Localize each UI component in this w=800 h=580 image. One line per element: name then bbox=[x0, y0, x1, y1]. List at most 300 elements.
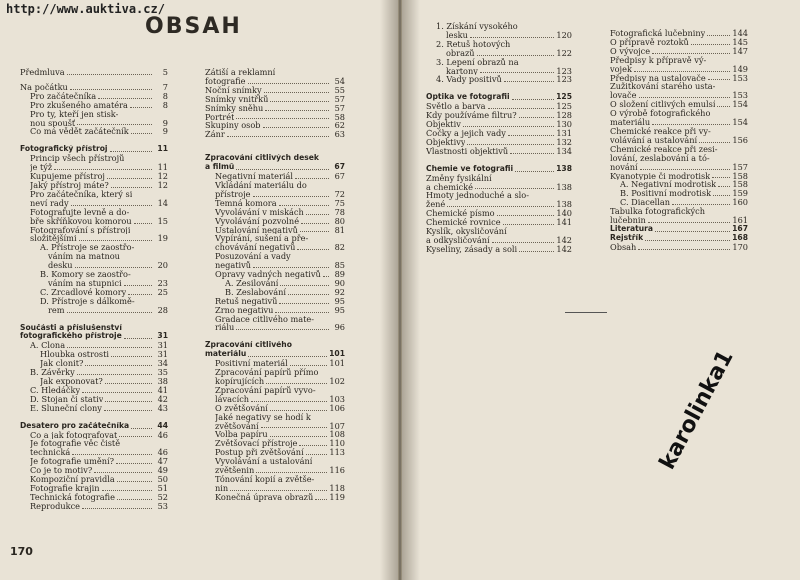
toc-entry bbox=[426, 236, 572, 245]
dot-leader bbox=[111, 187, 152, 188]
toc-entry-title: Chemické reakce při zesi- bbox=[610, 144, 718, 154]
toc-entry bbox=[20, 466, 168, 475]
toc-entry-page: 63 bbox=[334, 129, 345, 140]
toc-entry-title: Tabulka fotografických bbox=[610, 207, 705, 217]
toc-entry-title: Zrno negativu bbox=[215, 305, 274, 315]
toc-entry-title: Pro začátečníka bbox=[30, 91, 97, 101]
dot-leader bbox=[265, 110, 329, 111]
toc-entry-title: Žánr bbox=[205, 130, 225, 140]
dot-leader bbox=[306, 214, 329, 215]
toc-entry-title: a filmů bbox=[205, 163, 235, 172]
dot-leader bbox=[315, 499, 327, 500]
toc-entry-title: Pro ty, kteří jen stisk- bbox=[30, 109, 119, 119]
toc-entry-title: Tónování kopií a zvětše- bbox=[215, 474, 315, 484]
toc-entry-title: Chemie ve fotografii bbox=[426, 164, 514, 173]
spacer bbox=[426, 84, 572, 93]
toc-entry bbox=[20, 341, 168, 350]
toc-entry bbox=[205, 199, 345, 208]
toc-entry-title: Kyanotypie či modrotisk bbox=[610, 171, 711, 181]
toc-entry-page: 12 bbox=[157, 171, 168, 182]
toc-entry bbox=[205, 493, 345, 502]
toc-entry-title: Kyseliny, zásady a soli bbox=[426, 244, 518, 254]
dot-leader bbox=[672, 204, 730, 205]
toc-entry bbox=[426, 111, 572, 120]
toc-entry-page: 67 bbox=[334, 171, 345, 182]
toc-entry-page: 50 bbox=[157, 474, 168, 485]
toc-entry-page: 35 bbox=[157, 367, 168, 378]
dot-leader bbox=[652, 124, 730, 125]
toc-entry bbox=[205, 234, 345, 243]
toc-entry-title: Zpracování citlivých desek bbox=[205, 154, 319, 163]
toc-entry bbox=[205, 208, 345, 217]
divider-rule bbox=[565, 312, 607, 313]
toc-entry-page: 43 bbox=[157, 402, 168, 413]
dot-leader bbox=[280, 285, 329, 286]
toc-entry-page: 153 bbox=[732, 90, 748, 101]
toc-entry bbox=[205, 77, 345, 86]
toc-entry bbox=[426, 147, 572, 156]
toc-entry-title: Fotografická lučebniny bbox=[610, 29, 706, 38]
dot-leader bbox=[105, 383, 152, 384]
toc-entry bbox=[205, 163, 345, 172]
toc-entry bbox=[205, 341, 345, 350]
toc-entry-page: 138 bbox=[556, 199, 572, 210]
toc-entry bbox=[426, 129, 572, 138]
toc-entry-page: 55 bbox=[334, 84, 345, 95]
toc-entry-page: 122 bbox=[556, 47, 572, 58]
toc-entry bbox=[20, 226, 168, 235]
toc-entry bbox=[20, 324, 168, 333]
toc-entry bbox=[205, 288, 345, 297]
dot-leader bbox=[128, 294, 152, 295]
toc-entry bbox=[20, 395, 168, 404]
dot-leader bbox=[94, 472, 152, 473]
toc-column-1 bbox=[20, 68, 168, 511]
toc-entry-title: Rejstřík bbox=[610, 233, 644, 242]
toc-entry-title: Kupujeme přístroj bbox=[30, 172, 105, 181]
toc-entry bbox=[426, 218, 572, 227]
toc-entry bbox=[610, 198, 748, 207]
dot-leader bbox=[72, 454, 152, 455]
toc-entry bbox=[205, 359, 345, 368]
toc-entry-page: 81 bbox=[334, 224, 345, 235]
toc-entry bbox=[20, 359, 168, 368]
toc-entry-page: 158 bbox=[732, 170, 748, 181]
dot-leader bbox=[253, 196, 330, 197]
toc-entry-page: 19 bbox=[157, 233, 168, 244]
toc-entry-page: 161 bbox=[732, 215, 748, 226]
toc-entry-page: 125 bbox=[556, 101, 572, 112]
toc-entry-title: Vyvolávání a ustalování bbox=[215, 457, 313, 467]
toc-entry-title: Snímky vnitřků bbox=[205, 94, 269, 104]
toc-entry bbox=[20, 217, 168, 226]
dot-leader bbox=[699, 142, 730, 143]
toc-entry bbox=[205, 190, 345, 199]
toc-entry bbox=[20, 448, 168, 457]
toc-entry-title: Skupiny osob bbox=[205, 121, 261, 131]
dot-leader bbox=[131, 133, 152, 134]
toc-entry bbox=[610, 207, 748, 216]
dot-leader bbox=[70, 89, 152, 90]
toc-entry-title: Předmluva bbox=[20, 68, 65, 77]
dot-leader bbox=[512, 99, 555, 100]
toc-entry bbox=[20, 422, 168, 431]
toc-entry-title: Desatero pro začátečníka bbox=[20, 421, 130, 430]
toc-entry-title: Jaký přístroj máte? bbox=[30, 180, 109, 190]
dot-leader bbox=[475, 188, 554, 189]
toc-entry-page: 31 bbox=[157, 349, 168, 360]
toc-entry bbox=[426, 200, 572, 209]
toc-entry-title: Chemické písmo bbox=[426, 209, 495, 219]
toc-entry-title: lučebnin bbox=[610, 216, 646, 225]
dot-leader bbox=[477, 55, 555, 56]
toc-entry-title: 3. Lepení obrazů na bbox=[436, 57, 519, 67]
toc-entry bbox=[610, 180, 748, 189]
dot-leader bbox=[279, 205, 329, 206]
toc-entry-title: váním na matnou bbox=[48, 252, 120, 262]
toc-entry-page: 5 bbox=[162, 67, 168, 77]
toc-entry-page: 34 bbox=[157, 358, 168, 369]
toc-entry-page: 31 bbox=[157, 331, 168, 341]
toc-entry-title: a odkysličování bbox=[426, 235, 490, 245]
toc-entry-title: Chemické rovnice bbox=[426, 218, 501, 228]
toc-entry bbox=[205, 243, 345, 252]
toc-entry bbox=[20, 208, 168, 217]
dot-leader bbox=[467, 144, 554, 145]
toc-entry-title: vojek bbox=[610, 64, 632, 74]
toc-entry-page: 101 bbox=[329, 358, 345, 369]
toc-entry bbox=[610, 145, 748, 154]
toc-entry-title: materiálu bbox=[205, 350, 247, 359]
toc-entry-page: 160 bbox=[732, 197, 748, 208]
toc-entry bbox=[426, 209, 572, 218]
toc-entry bbox=[610, 100, 748, 109]
toc-entry-page: 58 bbox=[334, 111, 345, 122]
toc-entry-page: 89 bbox=[334, 269, 345, 280]
dot-leader bbox=[263, 127, 329, 128]
toc-entry bbox=[205, 475, 345, 484]
dot-leader bbox=[270, 101, 329, 102]
toc-entry bbox=[426, 58, 572, 67]
dot-leader bbox=[712, 177, 730, 178]
toc-entry-page: 25 bbox=[157, 286, 168, 297]
dot-leader bbox=[131, 428, 152, 429]
toc-entry-title: A. Clona bbox=[30, 341, 66, 351]
dot-leader bbox=[691, 44, 731, 45]
toc-entry-page: 107 bbox=[329, 420, 345, 431]
toc-entry bbox=[610, 91, 748, 100]
dot-leader bbox=[497, 215, 555, 216]
toc-entry-page: 11 bbox=[157, 144, 168, 154]
dot-leader bbox=[236, 169, 329, 170]
toc-entry-title: obrazů bbox=[446, 48, 475, 58]
toc-entry-page: 108 bbox=[329, 429, 345, 440]
toc-entry-page: 95 bbox=[334, 295, 345, 306]
toc-entry bbox=[20, 199, 168, 208]
toc-entry-title: Světlo a barva bbox=[426, 102, 486, 112]
dot-leader bbox=[77, 124, 152, 125]
source-url: http://www.auktiva.cz/ bbox=[6, 2, 165, 16]
dot-leader bbox=[488, 108, 555, 109]
dot-leader bbox=[117, 481, 152, 482]
toc-entry-title: zvětšenin bbox=[215, 466, 255, 475]
toc-entry bbox=[205, 466, 345, 475]
toc-entry-title: A. Zesilování bbox=[225, 278, 279, 288]
dot-leader bbox=[256, 472, 327, 473]
toc-entry-title: Positivní materiál bbox=[215, 359, 288, 369]
spacer bbox=[426, 156, 572, 165]
toc-entry bbox=[205, 226, 345, 235]
toc-entry bbox=[205, 413, 345, 422]
toc-entry-page: 95 bbox=[334, 304, 345, 315]
toc-entry-title: Noční snímky bbox=[205, 85, 262, 95]
spacer bbox=[20, 413, 168, 422]
spacer bbox=[205, 139, 345, 148]
toc-entry-title: Zužitkování starého usta- bbox=[610, 82, 716, 92]
dot-leader bbox=[503, 224, 555, 225]
dot-leader bbox=[299, 445, 327, 446]
toc-entry-title: Čočky a jejich vady bbox=[426, 128, 506, 138]
dot-leader bbox=[230, 490, 327, 491]
toc-entry bbox=[205, 217, 345, 226]
toc-entry-title: Vyvolávání v miskách bbox=[215, 207, 304, 217]
toc-entry bbox=[20, 288, 168, 297]
toc-entry-title: Je fotografie věc čistě bbox=[30, 439, 121, 449]
dot-leader bbox=[708, 79, 731, 80]
spacer bbox=[205, 332, 345, 341]
toc-entry-title: Hmoty jednoduché a slo- bbox=[426, 191, 529, 201]
dot-leader bbox=[102, 490, 152, 491]
toc-entry-title: Princip všech přístrojů bbox=[30, 154, 125, 164]
toc-entry bbox=[205, 448, 345, 457]
toc-entry bbox=[20, 145, 168, 154]
toc-entry-title: Zpracování papírů přímo bbox=[215, 368, 319, 377]
toc-entry-title: Fotografujte levně a do- bbox=[30, 207, 130, 217]
toc-entry-title: Ustalování negativů bbox=[215, 225, 298, 235]
toc-entry-page: 46 bbox=[157, 447, 168, 458]
dot-leader bbox=[111, 356, 152, 357]
toc-entry-title: Konečná úprava obrazů bbox=[215, 492, 314, 502]
toc-entry bbox=[426, 22, 572, 31]
toc-entry bbox=[205, 172, 345, 181]
toc-entry bbox=[610, 216, 748, 225]
toc-entry-title: Fotografický přístroj bbox=[20, 145, 108, 154]
dot-leader bbox=[67, 312, 152, 313]
dot-leader bbox=[248, 356, 327, 357]
toc-entry-title: D. Přístroje s dálkomě- bbox=[40, 296, 135, 306]
toc-entry-page: 62 bbox=[334, 120, 345, 131]
dot-leader bbox=[54, 169, 152, 170]
page-number: 170 bbox=[10, 545, 33, 558]
toc-entry bbox=[610, 225, 748, 234]
toc-entry bbox=[205, 104, 345, 113]
toc-entry-page: 14 bbox=[157, 197, 168, 208]
dot-leader bbox=[77, 374, 152, 375]
toc-entry bbox=[426, 67, 572, 76]
toc-entry-title: Technická fotografie bbox=[30, 492, 115, 502]
toc-entry bbox=[426, 174, 572, 183]
toc-entry bbox=[20, 475, 168, 484]
toc-entry bbox=[20, 431, 168, 440]
toc-entry-title: zvětšování bbox=[215, 421, 259, 431]
dot-leader bbox=[508, 135, 555, 136]
dot-leader bbox=[634, 71, 730, 72]
dot-leader bbox=[707, 35, 730, 36]
toc-entry bbox=[205, 457, 345, 466]
toc-entry bbox=[20, 154, 168, 163]
toc-entry bbox=[426, 138, 572, 147]
toc-entry bbox=[20, 119, 168, 128]
toc-entry-title: Literatura bbox=[610, 224, 653, 233]
dot-leader bbox=[227, 136, 329, 137]
toc-entry bbox=[426, 183, 572, 192]
toc-entry-page: 123 bbox=[556, 74, 572, 85]
toc-entry-title: D. Stojan či stativ bbox=[30, 394, 104, 404]
toc-entry bbox=[20, 252, 168, 261]
dot-leader bbox=[515, 171, 554, 172]
toc-column-2 bbox=[205, 68, 345, 502]
toc-entry bbox=[610, 136, 748, 145]
toc-entry-title: fotografie bbox=[205, 76, 246, 86]
toc-entry bbox=[20, 306, 168, 315]
toc-entry bbox=[205, 154, 345, 163]
toc-entry bbox=[205, 439, 345, 448]
toc-entry-page: 157 bbox=[732, 161, 748, 172]
toc-entry-title: Změny fysikální bbox=[426, 173, 492, 183]
toc-entry bbox=[20, 92, 168, 101]
toc-entry-page: 116 bbox=[329, 465, 345, 476]
dot-leader bbox=[648, 222, 731, 223]
toc-entry-title: B. Positivní modrotisk bbox=[620, 189, 712, 199]
toc-entry-page: 106 bbox=[329, 402, 345, 413]
dot-leader bbox=[110, 151, 152, 152]
dot-leader bbox=[107, 178, 152, 179]
toc-entry-title: Fotografování s přístroji bbox=[30, 225, 131, 235]
toc-entry bbox=[205, 430, 345, 439]
toc-entry-page: 110 bbox=[329, 438, 345, 449]
toc-entry-page: 90 bbox=[334, 277, 345, 288]
toc-entry bbox=[20, 332, 168, 341]
dot-leader bbox=[105, 401, 152, 402]
toc-entry-title: Gradace citlivého mate- bbox=[215, 314, 315, 324]
toc-entry-page: 159 bbox=[732, 188, 748, 199]
dot-leader bbox=[116, 463, 152, 464]
toc-entry bbox=[610, 82, 748, 91]
toc-entry-title: O výrobě fotografického bbox=[610, 109, 711, 119]
toc-entry-page: 141 bbox=[556, 217, 572, 228]
toc-entry-title: Optika ve fotografii bbox=[426, 93, 510, 102]
toc-entry-title: Vkládání materiálu do bbox=[215, 180, 307, 190]
toc-entry-title: Součásti a příslušenství bbox=[20, 323, 122, 332]
spacer bbox=[20, 136, 168, 145]
toc-entry-title: je týž bbox=[30, 163, 53, 173]
toc-entry-page: 82 bbox=[334, 242, 345, 253]
toc-entry bbox=[205, 323, 345, 332]
dot-leader bbox=[652, 53, 730, 54]
toc-entry bbox=[205, 68, 345, 77]
toc-entry-page: 119 bbox=[329, 491, 345, 502]
toc-entry-title: Objektivy bbox=[426, 137, 466, 147]
dot-leader bbox=[447, 206, 554, 207]
toc-entry bbox=[205, 422, 345, 431]
toc-entry-title: nin bbox=[215, 483, 229, 493]
toc-entry-page: 138 bbox=[556, 163, 572, 173]
dot-leader bbox=[98, 98, 152, 99]
toc-entry-title: Hloubka ostrosti bbox=[40, 350, 110, 360]
dot-leader bbox=[504, 81, 555, 82]
toc-entry-page: 28 bbox=[157, 304, 168, 315]
toc-entry-page: 140 bbox=[556, 208, 572, 219]
toc-entry-title: 2. Retuš hotových bbox=[436, 39, 511, 49]
toc-entry bbox=[426, 93, 572, 102]
toc-entry-page: 9 bbox=[162, 126, 168, 137]
toc-entry-title: lávacích bbox=[215, 394, 250, 404]
toc-entry-title: rem bbox=[48, 305, 65, 315]
dot-leader bbox=[134, 223, 152, 224]
toc-entry bbox=[610, 243, 748, 252]
toc-entry-title: kopírujících bbox=[215, 377, 265, 386]
toc-entry-title: Předpisy k přípravě vý- bbox=[610, 55, 707, 65]
toc-entry-title: O přípravě roztoků bbox=[610, 37, 689, 47]
dot-leader bbox=[640, 169, 731, 170]
toc-entry bbox=[426, 227, 572, 236]
toc-entry bbox=[20, 502, 168, 511]
toc-entry-title: Kyslík, okysličování bbox=[426, 227, 507, 236]
toc-entry-page: 57 bbox=[334, 93, 345, 104]
dot-leader bbox=[510, 153, 554, 154]
toc-entry bbox=[610, 38, 748, 47]
dot-leader bbox=[639, 97, 731, 98]
toc-entry bbox=[20, 368, 168, 377]
dot-leader bbox=[253, 267, 329, 268]
dot-leader bbox=[301, 223, 329, 224]
toc-entry-title: E. Sluneční clony bbox=[30, 403, 102, 413]
toc-entry bbox=[205, 261, 345, 270]
toc-entry-page: 72 bbox=[334, 188, 345, 199]
toc-entry-page: 158 bbox=[732, 179, 748, 190]
toc-entry-page: 113 bbox=[329, 447, 345, 458]
dot-leader bbox=[85, 365, 152, 366]
toc-entry-page: 52 bbox=[157, 491, 168, 502]
toc-entry bbox=[20, 163, 168, 172]
toc-entry bbox=[205, 113, 345, 122]
toc-entry-title: negativů bbox=[215, 261, 252, 271]
toc-entry bbox=[426, 75, 572, 84]
dot-leader bbox=[251, 401, 327, 402]
toc-entry bbox=[205, 484, 345, 493]
toc-entry-page: 54 bbox=[334, 75, 345, 86]
toc-entry-title: Pro zkušeného amatéra bbox=[30, 100, 128, 110]
toc-entry bbox=[20, 439, 168, 448]
toc-entry-title: kartony bbox=[446, 66, 478, 76]
toc-entry bbox=[205, 395, 345, 404]
toc-entry bbox=[205, 121, 345, 130]
toc-entry-title: a chemické bbox=[426, 182, 473, 192]
toc-entry-title: Reprodukce bbox=[30, 501, 81, 511]
spacer bbox=[20, 315, 168, 324]
dot-leader bbox=[300, 231, 329, 232]
toc-entry bbox=[20, 270, 168, 279]
toc-entry-page: 123 bbox=[556, 65, 572, 76]
toc-entry-page: 153 bbox=[732, 72, 748, 83]
toc-entry-title: Kompoziční pravidla bbox=[30, 475, 115, 484]
toc-entry-page: 31 bbox=[157, 340, 168, 351]
toc-entry-title: Portrét bbox=[205, 112, 235, 122]
toc-column-4 bbox=[610, 29, 748, 252]
toc-entry-page: 154 bbox=[732, 99, 748, 110]
toc-entry-page: 12 bbox=[157, 179, 168, 190]
toc-entry bbox=[20, 493, 168, 502]
